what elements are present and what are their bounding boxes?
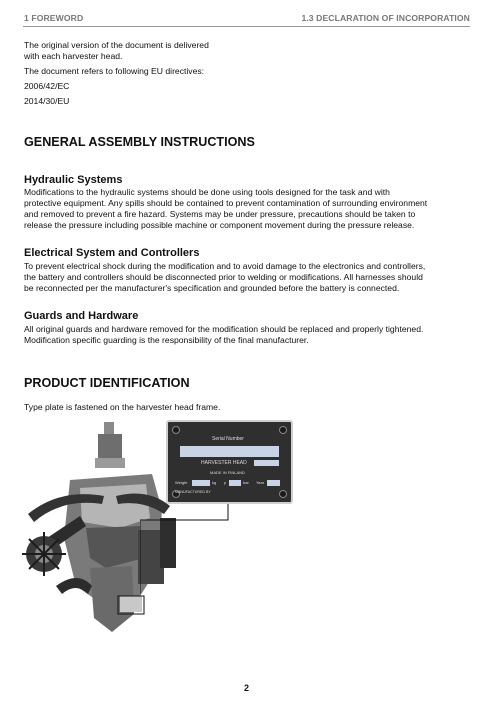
plate-serial-label: Serial Number (212, 436, 244, 442)
product-identification-heading: PRODUCT IDENTIFICATION (24, 376, 190, 390)
page-number: 2 (243, 683, 249, 693)
intro-line-1: The original version of the document is delivered (24, 40, 209, 50)
plate-model-label: HARVESTER HEAD (201, 460, 247, 466)
intro-line-2: with each harvester head. (24, 51, 123, 61)
header-rule (23, 26, 470, 27)
hydraulic-line: and removed to prevent a fire hazard. Systems may be under pressure, precautions should be taken to (24, 209, 416, 219)
plate-weight-label: Weight (175, 480, 188, 485)
electrical-line: the battery and controllers should be disconnected prior to welding or modifications. All harnesses should (24, 272, 423, 282)
plate-bar-label: bar (243, 480, 249, 485)
electrical-line: To prevent electrical shock during the modification and to avoid damage to the electronics and controllers, (24, 261, 426, 271)
callout-line (140, 500, 240, 600)
plate-year-label: Year (256, 480, 265, 485)
header-subsection-title: 1.3 DECLARATION OF INCORPORATION (301, 13, 470, 23)
screw-icon (172, 426, 180, 434)
screw-icon (279, 426, 287, 434)
plate-pressure-field (229, 480, 241, 486)
guards-heading: Guards and Hardware (24, 310, 139, 322)
header-section-title: 1 FOREWORD (24, 13, 84, 23)
plate-p-label: p (224, 480, 227, 485)
plate-year-field (267, 480, 280, 486)
hydraulic-line: protective equipment. Any spills should be contained to prevent contamination of surrounding environment (24, 198, 428, 208)
plate-weight-field (192, 480, 210, 486)
screw-icon (279, 490, 287, 498)
plate-manufactured-by: MANUFACTURED BY (175, 490, 211, 494)
type-plate (166, 420, 293, 504)
directive-2: 2014/30/EU (24, 96, 70, 106)
product-identification-text: Type plate is fastened on the harvester head frame. (24, 402, 221, 412)
intro-line-3: The document refers to following EU directives: (24, 66, 205, 76)
guards-line: Modification specific guarding is the responsibility of the final manufacturer. (24, 335, 309, 345)
plate-serial-field (180, 446, 279, 457)
general-assembly-heading: GENERAL ASSEMBLY INSTRUCTIONS (24, 135, 255, 149)
plate-made-in: MADE IN FINLAND (210, 470, 245, 475)
plate-model-field (254, 460, 279, 466)
hydraulic-heading: Hydraulic Systems (24, 174, 123, 186)
electrical-line: be reconnected per the manufacturer's specification and grounded before the battery is connected. (24, 283, 400, 293)
plate-kg-label: kg (212, 480, 217, 485)
guards-line: All original guards and hardware removed for the modification should be replaced and properly tightened. (24, 324, 424, 334)
hydraulic-line: release the pressure including possible machine or component movement during the pressure release. (24, 220, 415, 230)
electrical-heading: Electrical System and Controllers (24, 247, 200, 259)
directive-1: 2006/42/EC (24, 81, 70, 91)
hydraulic-line: Modifications to the hydraulic systems should be done using tools designed for the task and with (24, 187, 390, 197)
